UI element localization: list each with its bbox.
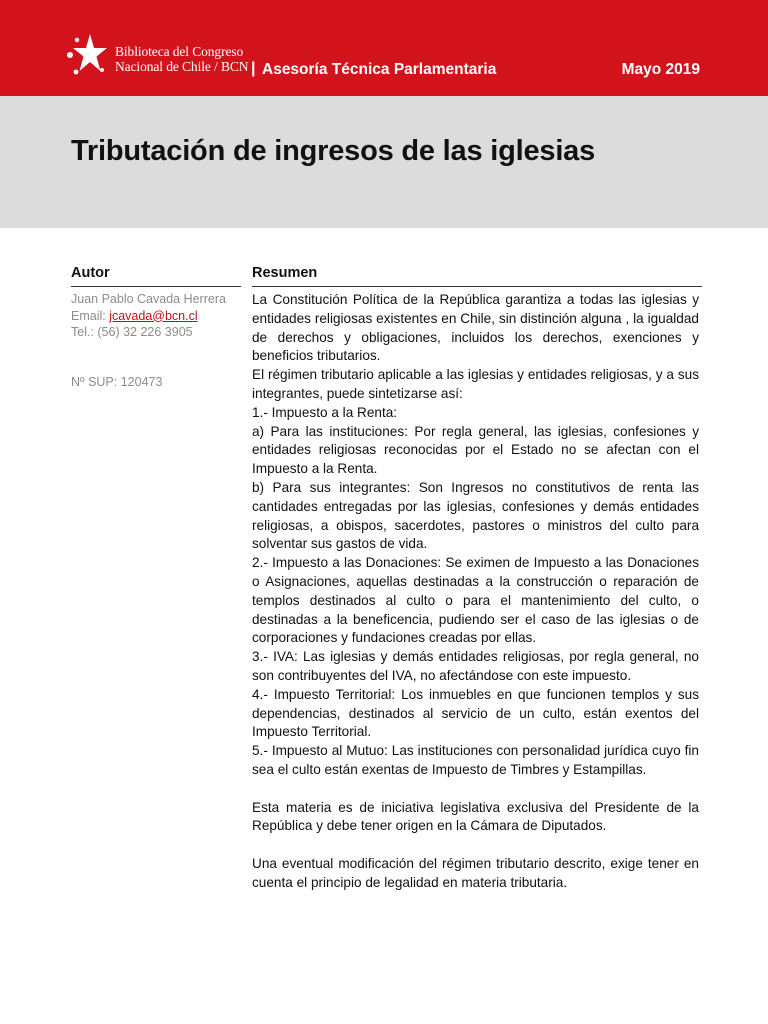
author-name: Juan Pablo Cavada Herrera <box>71 292 226 306</box>
summary-paragraph: Esta materia es de iniciativa legislativa exclusiva del Presidente de la República y debe tener origen en la Cámara de Diputados. <box>252 799 699 834</box>
author-email-link[interactable]: jcavada@bcn.cl <box>109 308 198 323</box>
author-block <box>71 291 241 341</box>
summary-paragraph: 5.- Impuesto al Mutuo: Las instituciones con personalidad jurídica cuyo fin sea el culto están exentas de Impuesto de Timbres y Estampillas. <box>252 743 699 777</box>
summary-paragraph: La Constitución Política de la República garantiza a todas las iglesias y entidades religiosas existentes en Chile, sin distinción alguna , la igualdad de derechos y obligaciones, incluidos los derechos, exenciones y beneficios tributarios. <box>252 292 699 364</box>
author-phone: Tel.: (56) 32 226 3905 <box>71 325 193 339</box>
author-rule <box>71 286 241 287</box>
summary-paragraph: a) Para las instituciones: Por regla general, las iglesias, confesiones y entidades religiosas reconocidas por el Estado no se afectan con el Impuesto a la Renta. <box>252 423 699 477</box>
summary-paragraph: Una eventual modificación del régimen tributario descrito, exige tener en cuenta el principio de legalidad en materia tributaria. <box>252 855 699 890</box>
logo-line-1: Biblioteca del Congreso <box>115 44 244 59</box>
summary-paragraph: 2.- Impuesto a las Donaciones: Se eximen de Impuesto a las Donaciones o Asignaciones, aquellas destinadas a la construcción o reparación de templos destinados al culto o para el mantenimiento del culto, o destinadas a la beneficencia, pudiendo ser el caso de las iglesias o de corporaciones y fundaciones creadas por ellas. <box>252 555 699 646</box>
star-logo-icon <box>64 32 108 78</box>
header-separator: | <box>251 60 256 77</box>
summary-paragraph: 3.- IVA: Las iglesias y demás entidades religiosas, por regla general, no son contribuyentes del IVA, no afectándose con este impuesto. <box>252 649 699 683</box>
summary-paragraph: El régimen tributario aplicable a las iglesias y entidades religiosas, y a sus integrantes, puede sintetizarse así: <box>252 367 699 401</box>
sup-number: Nº SUP: 120473 <box>71 375 163 389</box>
summary-paragraph: 1.- Impuesto a la Renta: <box>252 404 398 420</box>
summary-paragraph: b) Para sus integrantes: Son Ingresos no constitutivos de renta las cantidades entregadas por las iglesias, confesiones y demás entidades religiosas, a obispos, sacerdotes, pastores o ministros del culto para solventar sus gastos de vida. <box>252 479 699 552</box>
logo-line-2: Nacional de Chile / BCN <box>115 59 249 74</box>
header-subtitle: Asesoría Técnica Parlamentaria <box>262 61 497 78</box>
summary-heading: Resumen <box>252 265 318 281</box>
email-label: Email: <box>71 308 110 323</box>
author-email-line <box>71 308 241 325</box>
header-date: Mayo 2019 <box>621 61 700 78</box>
page-title: Tributación de ingresos de las iglesias <box>71 135 596 167</box>
summary-rule <box>252 286 702 287</box>
author-heading: Autor <box>71 265 110 281</box>
summary-paragraph: 4.- Impuesto Territorial: Los inmuebles en que funcionen templos y sus dependencias, destinados al servicio de un culto, están exentos del Impuesto Territorial. <box>252 686 699 740</box>
summary-body <box>252 291 699 893</box>
logo-wordmark <box>115 44 248 74</box>
